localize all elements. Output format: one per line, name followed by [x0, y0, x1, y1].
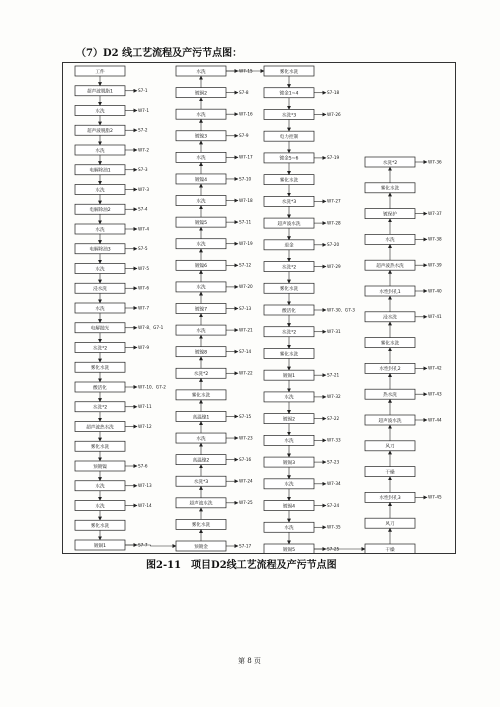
- emission-label: W7-9: [138, 344, 149, 350]
- emission-label: S7-22: [327, 415, 340, 421]
- process-step: [75, 343, 125, 353]
- emission-label: S7-18: [327, 90, 340, 96]
- process-step: [264, 131, 314, 141]
- process-step: [176, 217, 226, 227]
- process-step: [264, 305, 314, 315]
- emission-label: S7-3: [138, 167, 148, 173]
- process-step-label: 电解抛光: [90, 326, 110, 332]
- diagram-frame: [62, 62, 456, 554]
- emission-label: W7-40: [428, 288, 442, 294]
- process-step-label: 水洗: [95, 504, 105, 510]
- emission-label: W7-12: [138, 423, 152, 429]
- process-step-label: 水洗: [284, 526, 294, 532]
- emission-label: W7-34: [327, 481, 341, 487]
- column-connector: [125, 545, 176, 546]
- process-step: [75, 540, 125, 550]
- process-step: [176, 541, 226, 551]
- process-step: [176, 109, 226, 119]
- emission-label: S7-10: [239, 176, 252, 182]
- process-step-label: 镀镍8: [194, 350, 208, 356]
- process-step-label: 酸活化: [93, 385, 107, 391]
- emission-label: W7-43: [428, 391, 442, 397]
- process-step: [176, 152, 226, 162]
- process-step-label: 镀锡5: [282, 547, 296, 553]
- process-step-label: 水洗: [196, 112, 206, 118]
- emission-label: W7-33: [327, 437, 341, 443]
- emission-label: W7-28: [327, 220, 341, 226]
- process-step-label: 水洗: [196, 285, 206, 291]
- process-step: [365, 157, 415, 167]
- process-step: [75, 422, 125, 432]
- process-step-label: 风刀: [385, 522, 395, 527]
- emission-label: W7-24: [239, 478, 253, 484]
- process-step-label: 超声波脱脂2: [87, 129, 113, 135]
- process-step: [264, 392, 314, 402]
- page-number: 第 8 页: [238, 657, 261, 665]
- process-step: [176, 455, 226, 465]
- process-step-label: 水洗: [196, 436, 206, 442]
- process-step: [176, 368, 226, 378]
- process-step-label: 水洗*3: [281, 113, 297, 119]
- process-step: [75, 323, 125, 333]
- process-step-label: 水洗*3: [193, 480, 209, 486]
- process-step-label: 镀镍5: [194, 220, 208, 226]
- process-step: [365, 441, 415, 451]
- process-step: [264, 218, 314, 228]
- process-step: [365, 286, 415, 296]
- process-step: [176, 239, 226, 249]
- process-step-label: 雾化水洗: [380, 186, 400, 192]
- process-step: [264, 88, 314, 98]
- process-step-label: 水洗: [95, 148, 105, 154]
- emission-label: W7-6: [138, 285, 149, 291]
- emission-label: W7-29: [327, 263, 341, 269]
- process-step-label: 水性封孔3: [379, 496, 401, 502]
- process-step-label: 镀金5~6: [279, 156, 299, 162]
- emission-label: W7-38: [428, 236, 442, 242]
- emission-label: S7-2: [138, 127, 148, 133]
- emission-label: W7-16: [239, 111, 253, 117]
- process-step: [264, 544, 314, 553]
- process-step-label: 雾化水洗: [279, 178, 299, 184]
- process-step: [365, 183, 415, 193]
- emission-label: W7-25: [239, 500, 253, 506]
- process-step-label: 水洗: [95, 267, 105, 273]
- emission-label: W7-17: [239, 154, 253, 160]
- process-step: [75, 520, 125, 530]
- emission-label: W7-44: [428, 417, 442, 423]
- process-step: [176, 196, 226, 206]
- process-step: [176, 174, 226, 184]
- process-step-label: 雾化水洗: [279, 69, 299, 75]
- process-step-label: 水洗*2: [281, 265, 297, 271]
- process-step: [176, 88, 226, 98]
- emission-label: W7-45: [428, 494, 442, 500]
- process-step: [75, 264, 125, 274]
- emission-label: W7-42: [428, 365, 442, 371]
- process-step: [75, 204, 125, 214]
- process-step-label: 水洗: [284, 482, 294, 488]
- figure-caption: 图2-11 项目D2线工艺流程及产污节点图: [146, 560, 337, 571]
- process-step-label: 雾化水洗: [380, 341, 400, 347]
- process-step: [75, 224, 125, 234]
- emission-label: W7-22: [239, 370, 253, 376]
- process-step-label: 水洗: [95, 188, 105, 194]
- emission-label: W7-18: [239, 197, 253, 203]
- process-step-label: 风刀: [385, 444, 395, 450]
- emission-label: W7-21: [239, 327, 253, 333]
- process-step: [264, 66, 314, 76]
- emission-label: W7-39: [428, 262, 442, 268]
- process-step-label: 雾化水洗: [191, 523, 211, 529]
- process-step-label: 预镀金: [194, 544, 208, 550]
- process-flow-diagram: [63, 63, 455, 553]
- process-step: [264, 196, 314, 206]
- process-step-label: 超声波脱脂1: [87, 89, 113, 95]
- process-step-label: 水洗*2: [281, 330, 297, 336]
- process-step: [176, 476, 226, 486]
- process-step: [75, 165, 125, 175]
- emission-label: S7-8: [239, 89, 249, 95]
- emission-label: W7-20: [239, 284, 253, 290]
- process-step: [75, 461, 125, 471]
- emission-label: S7-17: [239, 543, 252, 549]
- process-step: [264, 327, 314, 337]
- process-step-label: 镀锡2: [282, 417, 296, 423]
- process-step-label: 高温镍2: [192, 458, 210, 464]
- emission-label: W7-8、G7-1: [138, 325, 164, 331]
- emission-label: S7-12: [239, 262, 252, 268]
- emission-label: W7-2: [138, 147, 149, 153]
- process-step: [75, 185, 125, 195]
- process-step: [75, 106, 125, 116]
- process-step-label: 水洗*2: [193, 372, 209, 378]
- emission-label: S7-6: [138, 463, 148, 469]
- process-step: [264, 370, 314, 380]
- process-step: [176, 433, 226, 443]
- process-step-label: 水洗: [196, 156, 206, 162]
- process-step-label: 水洗: [284, 439, 294, 445]
- process-step: [75, 481, 125, 491]
- emission-label: W7-19: [239, 241, 253, 247]
- process-step-label: 超声波水洗: [277, 221, 301, 227]
- emission-label: W7-23: [239, 435, 253, 441]
- process-step: [365, 338, 415, 348]
- process-step: [75, 244, 125, 254]
- process-step: [365, 467, 415, 477]
- process-step-label: 浸水洗: [93, 287, 107, 293]
- process-step-label: 预镀镍: [93, 464, 107, 470]
- process-step: [176, 260, 226, 270]
- emission-label: S7-7: [138, 542, 148, 548]
- process-step: [75, 86, 125, 96]
- emission-label: S7-19: [327, 155, 340, 161]
- process-step-label: 超声波水洗: [189, 501, 213, 507]
- process-step-label: 水洗*2: [92, 405, 108, 411]
- process-step-label: 雾化水洗: [90, 524, 110, 530]
- process-step-label: 水洗*2: [92, 346, 108, 352]
- process-step-label: 水洗*2: [382, 160, 398, 166]
- process-step: [176, 66, 226, 76]
- process-step-label: 水洗: [196, 69, 206, 75]
- process-step: [75, 441, 125, 451]
- process-step: [176, 498, 226, 508]
- process-step: [365, 544, 415, 553]
- process-step: [264, 457, 314, 467]
- process-step-label: 镀镍6: [194, 264, 208, 270]
- process-step: [75, 501, 125, 511]
- process-step-label: 热水洗: [383, 393, 397, 398]
- process-step: [75, 402, 125, 412]
- emission-label: W7-4: [138, 226, 149, 232]
- process-step: [176, 325, 226, 335]
- process-step: [365, 234, 415, 244]
- process-step: [365, 492, 415, 502]
- process-step-label: 电力控制: [279, 134, 299, 140]
- emission-label: S7-25: [327, 546, 340, 552]
- process-step: [365, 312, 415, 322]
- process-step-label: 浸水洗: [383, 315, 397, 321]
- emission-label: S7-20: [327, 242, 340, 248]
- process-step-label: 雾化水洗: [90, 366, 110, 372]
- process-step: [264, 240, 314, 250]
- emission-label: W7-30、G7-3: [327, 307, 355, 313]
- process-step-label: 镀铜2: [194, 91, 208, 97]
- emission-label: W7-35: [327, 524, 341, 530]
- process-step-label: 水性封孔1: [379, 289, 401, 295]
- process-step-label: 干燥: [385, 470, 395, 476]
- emission-label: W7-27: [327, 198, 341, 204]
- process-step: [264, 348, 314, 358]
- process-step: [75, 382, 125, 392]
- process-step-label: 雾化水洗: [279, 352, 299, 358]
- process-step-label: 镀镍4: [194, 177, 208, 183]
- process-step: [264, 283, 314, 293]
- emission-label: S7-11: [239, 219, 252, 225]
- process-step: [176, 390, 226, 400]
- process-step-label: 电解除油1: [89, 168, 111, 174]
- emission-label: S7-21: [327, 372, 340, 378]
- process-step: [264, 522, 314, 532]
- emission-label: S7-24: [327, 502, 340, 508]
- emission-label: S7-13: [239, 305, 252, 311]
- emission-label: W7-26: [327, 111, 341, 117]
- emission-label: S7-14: [239, 348, 252, 354]
- page-title: （7）D2 线工艺流程及产污节点图：: [76, 48, 243, 59]
- process-step: [365, 209, 415, 219]
- process-step-label: 干燥: [385, 547, 395, 553]
- process-step: [264, 435, 314, 445]
- emission-label: W7-7: [138, 305, 149, 311]
- emission-label: S7-4: [138, 206, 148, 212]
- process-step: [264, 501, 314, 511]
- process-step-label: 镀铜1: [93, 543, 107, 549]
- process-step: [264, 414, 314, 424]
- process-step: [264, 153, 314, 163]
- process-step-label: 工件: [95, 69, 105, 75]
- emission-label: S7-5: [138, 246, 148, 252]
- emission-label: W7-14: [138, 502, 152, 508]
- process-step-label: 雾化水洗: [90, 445, 110, 451]
- emission-label: W7-1: [138, 107, 149, 113]
- emission-label: W7-41: [428, 314, 442, 320]
- emission-label: S7-9: [239, 133, 249, 139]
- process-step: [176, 282, 226, 292]
- process-step: [176, 347, 226, 357]
- process-step: [365, 518, 415, 528]
- process-step-label: 水洗: [95, 306, 105, 312]
- process-step: [264, 109, 314, 119]
- emission-label: W7-10、G7-2: [138, 384, 166, 390]
- process-step-label: 雾化水洗: [279, 287, 299, 293]
- emission-label: S7-23: [327, 459, 340, 465]
- process-step-label: 水洗: [95, 109, 105, 115]
- process-step-label: 镀金1~4: [279, 91, 299, 97]
- process-step: [75, 303, 125, 313]
- process-step: [176, 304, 226, 314]
- process-step: [75, 362, 125, 372]
- process-step: [176, 519, 226, 529]
- process-step-label: 退金: [284, 243, 294, 249]
- emission-label: S7-1: [138, 88, 148, 94]
- process-step-label: 电解除油3: [89, 247, 111, 253]
- process-step-label: 雾化水洗: [191, 393, 211, 399]
- process-step-label: 镀锡3: [282, 460, 296, 466]
- process-step: [75, 145, 125, 155]
- process-step-label: 水洗: [196, 199, 206, 205]
- process-step: [75, 283, 125, 293]
- process-step: [365, 415, 415, 425]
- process-step-label: 镀锡4: [282, 504, 296, 510]
- emission-label: W7-31: [327, 329, 341, 335]
- emission-label: W7-32: [327, 394, 341, 400]
- process-step-label: 电解除油2: [89, 208, 111, 214]
- process-step: [264, 479, 314, 489]
- process-step: [75, 66, 125, 76]
- emission-label: W7-15: [239, 68, 253, 74]
- process-step-label: 水洗: [95, 484, 105, 490]
- process-step: [75, 125, 125, 135]
- process-step-label: 水性封孔2: [379, 367, 401, 373]
- process-step-label: 镀镍3: [194, 134, 208, 140]
- emission-label: W7-5: [138, 265, 149, 271]
- process-step-label: 超声波热水洗: [86, 425, 114, 431]
- process-step: [264, 262, 314, 272]
- process-step-label: 水洗: [95, 227, 105, 233]
- process-step: [176, 411, 226, 421]
- process-step: [365, 389, 415, 399]
- process-step-label: 镀保护: [383, 212, 397, 218]
- emission-label: W7-36: [428, 159, 442, 165]
- emission-label: W7-37: [428, 210, 442, 216]
- process-step-label: 酸活化: [282, 308, 296, 314]
- process-step-label: 超声波水洗: [378, 418, 402, 424]
- process-step-label: 镀镍7: [194, 307, 208, 313]
- process-step: [365, 260, 415, 270]
- process-step: [264, 175, 314, 185]
- process-step-label: 高温镍1: [192, 415, 210, 421]
- process-step-label: 水洗: [284, 395, 294, 401]
- emission-label: S7-15: [239, 413, 252, 419]
- process-step-label: 水洗: [196, 328, 206, 334]
- process-step: [365, 363, 415, 373]
- process-step-label: 超声波热水洗: [376, 264, 404, 269]
- emission-label: W7-13: [138, 483, 152, 489]
- emission-label: W7-3: [138, 186, 149, 192]
- emission-label: W7-11: [138, 404, 152, 410]
- process-step-label: 水洗*3: [281, 200, 297, 206]
- process-step-label: 水洗: [196, 242, 206, 248]
- process-step: [176, 131, 226, 141]
- emission-label: S7-16: [239, 456, 252, 462]
- process-step-label: 水洗: [385, 238, 395, 244]
- process-step-label: 镀锡1: [282, 373, 296, 379]
